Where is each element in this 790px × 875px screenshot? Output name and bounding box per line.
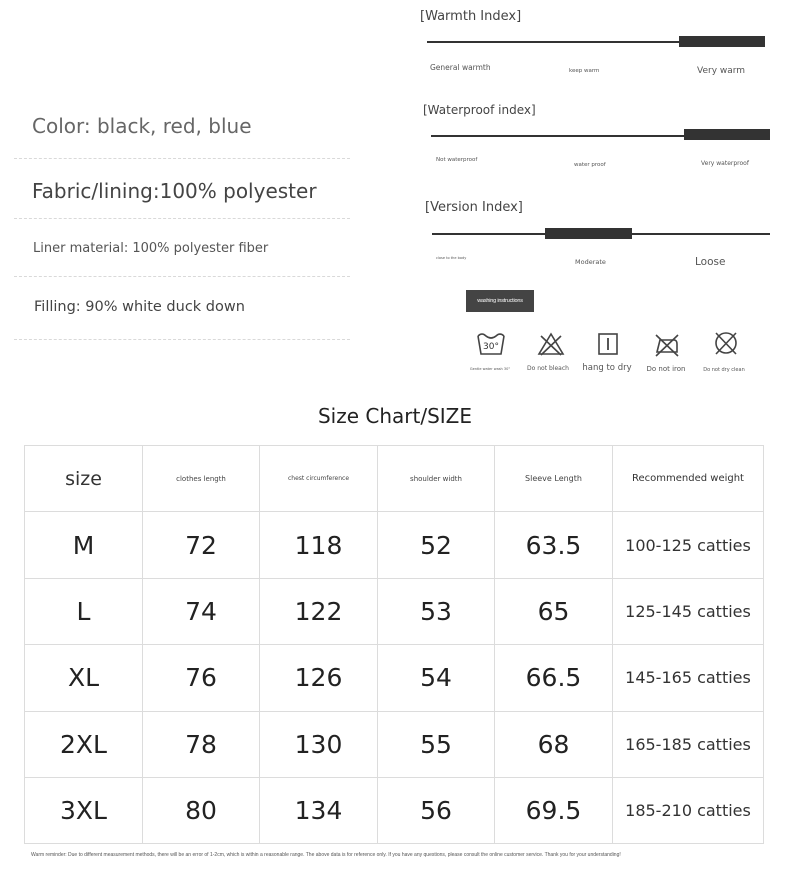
warmth-label-mid: keep warm: [569, 68, 600, 74]
cell-chest: 122: [260, 578, 378, 644]
svg-text:30°: 30°: [483, 342, 499, 352]
size-chart-title: Size Chart/SIZE: [317, 404, 473, 428]
version-level-marker: [545, 228, 632, 239]
table-row: [25, 711, 764, 777]
cell-chest: 130: [260, 711, 378, 777]
cell-weight: 125-145 catties: [613, 578, 764, 644]
cell-size: L: [25, 578, 143, 644]
table-row: [25, 578, 764, 644]
fabric-text: Fabric/lining:100% polyester: [32, 179, 317, 203]
cell-sleeve: 69.5: [495, 777, 613, 843]
header-clothes-length: clothes length: [143, 446, 260, 512]
filling-text: Filling: 90% white duck down: [34, 299, 245, 315]
cell-size: M: [25, 512, 143, 578]
warmth-title: [Warmth Index]: [420, 9, 522, 24]
cell-sleeve: 66.5: [495, 645, 613, 711]
cell-chest: 118: [260, 512, 378, 578]
info-row-liner: [14, 219, 350, 277]
table-row: [25, 512, 764, 578]
cell-shoulder: 53: [378, 578, 495, 644]
version-label-low: close to the body: [436, 256, 467, 260]
info-row-color: [14, 100, 350, 159]
cell-sleeve: 65: [495, 578, 613, 644]
wash-30-icon: [476, 330, 506, 358]
cell-sleeve: 63.5: [495, 512, 613, 578]
wash-30-label: Gentle water wash 30°: [469, 367, 511, 371]
cell-shoulder: 52: [378, 512, 495, 578]
cell-size: XL: [25, 645, 143, 711]
header-chest-circumference: chest circumference: [260, 446, 378, 512]
table-row: [25, 645, 764, 711]
warmth-level-marker: [679, 36, 765, 47]
hang-to-dry-label: hang to dry: [582, 363, 632, 373]
cell-shoulder: 55: [378, 711, 495, 777]
waterproof-label-high: Very waterproof: [701, 160, 749, 167]
do-not-iron-label: Do not iron: [646, 365, 686, 373]
cell-clothes-length: 78: [143, 711, 260, 777]
table-header-row: [25, 446, 764, 512]
cell-clothes-length: 74: [143, 578, 260, 644]
waterproof-title: [Waterproof index]: [423, 103, 536, 117]
info-row-fabric: [14, 159, 350, 219]
do-not-dry-clean-icon: [711, 330, 741, 358]
cell-size: 3XL: [25, 777, 143, 843]
warmth-label-low: General warmth: [430, 63, 491, 72]
version-title: [Version Index]: [425, 200, 523, 215]
waterproof-label-mid: water proof: [574, 162, 606, 168]
header-recommended-weight: Recommended weight: [613, 446, 764, 512]
header-sleeve-length: Sleeve Length: [495, 446, 613, 512]
cell-clothes-length: 80: [143, 777, 260, 843]
color-text: Color: black, red, blue: [32, 114, 252, 138]
version-label-mid: Moderate: [575, 258, 606, 266]
washing-tag: washing instructions: [466, 290, 534, 312]
version-label-high: Loose: [695, 256, 726, 268]
cell-size: 2XL: [25, 711, 143, 777]
cell-clothes-length: 72: [143, 512, 260, 578]
cell-chest: 126: [260, 645, 378, 711]
header-shoulder-width: shoulder width: [378, 446, 495, 512]
do-not-bleach-icon: [536, 330, 566, 358]
hang-to-dry-icon: [593, 330, 623, 358]
warm-reminder: Warm reminder: Due to different measurement methods, there will be an error of 1-2cm, which is within a reasonable range. The above data is for reference only. If you have any questions, please consult the online customer service. Thank you for your understanding!: [31, 852, 621, 858]
waterproof-label-low: Not waterproof: [436, 157, 478, 163]
do-not-dry-clean-label: Do not dry clean: [703, 367, 745, 373]
cell-sleeve: 68: [495, 711, 613, 777]
header-size: size: [25, 446, 143, 512]
cell-weight: 165-185 catties: [613, 711, 764, 777]
cell-shoulder: 54: [378, 645, 495, 711]
liner-text: Liner material: 100% polyester fiber: [33, 241, 269, 256]
cell-clothes-length: 76: [143, 645, 260, 711]
do-not-iron-icon: [652, 330, 682, 358]
info-row-filling: [14, 277, 350, 340]
do-not-bleach-label: Do not bleach: [527, 365, 569, 372]
cell-weight: 100-125 catties: [613, 512, 764, 578]
waterproof-level-marker: [684, 129, 770, 140]
cell-weight: 145-165 catties: [613, 645, 764, 711]
cell-weight: 185-210 catties: [613, 777, 764, 843]
size-chart-table: [24, 445, 764, 844]
table-row: [25, 777, 764, 843]
warmth-label-high: Very warm: [697, 66, 746, 76]
cell-chest: 134: [260, 777, 378, 843]
cell-shoulder: 56: [378, 777, 495, 843]
